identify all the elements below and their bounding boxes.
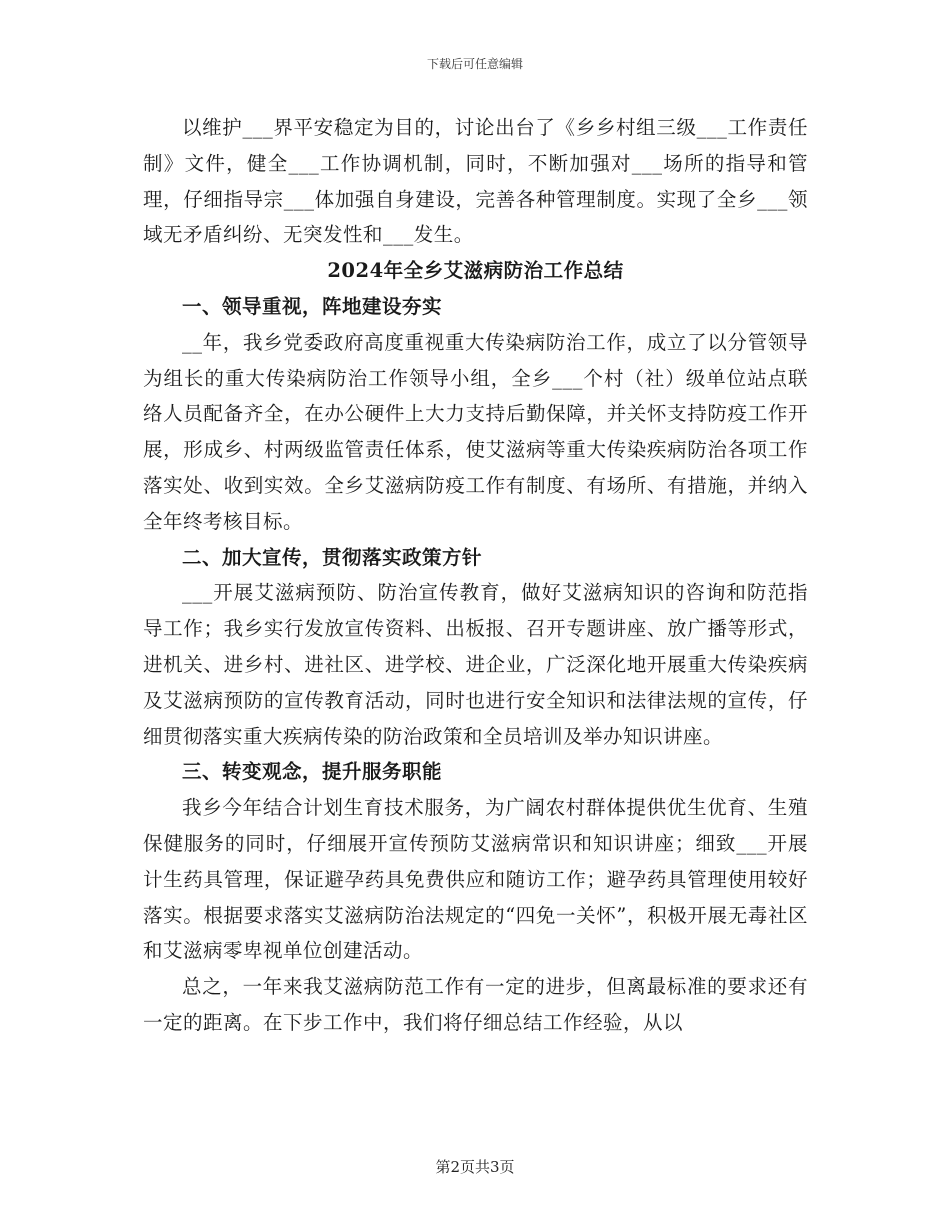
page-number: 第2页共3页 <box>435 1158 515 1176</box>
conclusion-paragraph: 总之，一年来我艾滋病防范工作有一定的进步，但离最标准的要求还有一定的距离。在下步工作中，我们将仔细总结工作经验，从以 <box>143 975 808 1034</box>
section-2-body: ___开展艾滋病预防、防治宣传教育，做好艾滋病知识的咨询和防范指导工作；我乡实行发放宣传资料、出板报、召开专题讲座、放广播等形式，进机关、进乡村、进社区、进学校、进企业，广泛深化地开展重大传染疾病及艾滋病预防的宣传教育活动，同时也进行安全知识和法律法规的宣传，仔细贯彻落实重大疾病传染的防治政策和全员培训及举办知识讲座。 <box>143 581 808 748</box>
document-body <box>143 110 808 1041</box>
section-3-heading: 三、转变观念，提升服务职能 <box>182 760 443 784</box>
section-3-body: 我乡今年结合计划生育技术服务，为广阔农村群体提供优生优育、生殖保健服务的同时，仔细展开宣传预防艾滋病常识和知识讲座；细致___开展计生药具管理，保证避孕药具免费供应和随访工作；避孕药具管理使用较好落实。根据要求落实艾滋病防治法规定的“四免一关怀”，积极开展无毒社区和艾滋病零卑视单位创建活动。 <box>143 796 808 963</box>
page-header-note: 下载后可任意编辑 <box>426 57 523 71</box>
section-1-heading: 一、领导重视，阵地建设夯实 <box>182 294 443 318</box>
document-title: 2024年全乡艾滋病防治工作总结 <box>327 259 624 283</box>
intro-paragraph: 以维护___界平安稳定为目的，讨论出台了《乡乡村组三级___工作责任制》文件，健全___工作协调机制，同时，不断加强对___场所的指导和管理，仔细指导宗___体加强自身建设，完善各种管理制度。实现了全乡___领域无矛盾纠纷、无突发性和___发生。 <box>143 116 808 247</box>
section-1-body: __年，我乡党委政府高度重视重大传染病防治工作，成立了以分管领导为组长的重大传染病防治工作领导小组，全乡___个村（社）级单位站点联络人员配备齐全，在办公硬件上大力支持后勤保障，并关怀支持防疫工作开展，形成乡、村两级监管责任体系，使艾滋病等重大传染疾病防治各项工作落实处、收到实效。全乡艾滋病防疫工作有制度、有场所、有措施，并纳入全年终考核目标。 <box>143 330 808 533</box>
section-2-heading: 二、加大宣传，贯彻落实政策方针 <box>182 545 483 569</box>
